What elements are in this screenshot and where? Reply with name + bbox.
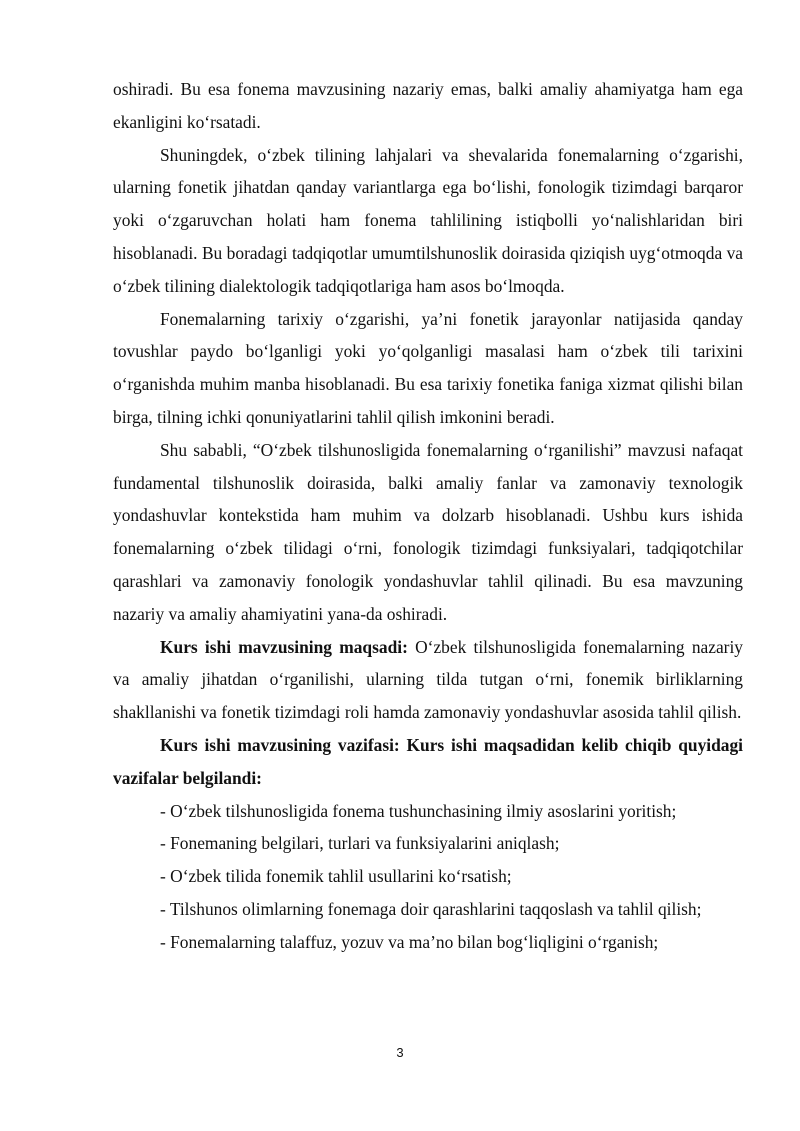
page-number: 3 [396,1045,404,1060]
task-item: - O‘zbek tilshunosligida fonema tushunchasining ilmiy asoslarini yoritish; [160,800,677,821]
task-item: - Tilshunos olimlarning fonemaga doir qarashlarini taqqoslash va tahlil qilish; [160,898,702,919]
paragraph-continuation: oshiradi. Bu esa fonema mavzusining nazariy emas, balki amaliy ahamiyatga ham ega ekanligini ko‘rsatadi. [113,79,743,132]
paragraph-dialects: Shuningdek, o‘zbek tilining lahjalari va shevalarida fonemalarning o‘zgarishi, ularning fonetik jihatdan qanday variantlarga ega bo‘lishi, fonologik tizimdagi barqaror yoki o‘zgaruvchan holati ham fonema tahlilining istiqbolli yo‘nalishlaridan biri hisoblanadi. Bu boradagi tadqiqotlar umumtilshunoslik doirasida qiziqish uyg‘otmoqda va o‘zbek tilining dialektologik tadqiqotlariga ham asos bo‘lmoqda. [113,144,743,296]
page-body [113,73,743,959]
task-item: - Fonemaning belgilari, turlari va funksiyalarini aniqlash; [160,833,560,854]
goal-text: O‘zbek tilshunosligida fonemalarning nazariy va amaliy jihatdan o‘rganilishi, ularning tilda tutgan o‘rni, fonemik birliklarning shakllanishi va fonetik tizimdagi roli hamda zamonaviy yondashuvlar asosida tahlil qilish. [113,636,743,723]
goal-label: Kurs ishi mavzusining maqsadi: [160,636,408,657]
task-item: - Fonemalarning talaffuz, yozuv va ma’no bilan bog‘liqligini o‘rganish; [160,931,659,952]
paragraph-goal [113,631,743,729]
paragraph-historical-changes: Fonemalarning tarixiy o‘zgarishi, ya’ni fonetik jarayonlar natijasida qanday tovushlar paydo bo‘lganligi yoki yo‘qolganligi masalasi ham o‘zbek tili tarixini o‘rganishda muhim manba hisoblanadi. Bu esa tarixiy fonetika faniga xizmat qilishi bilan birga, tilning ichki qonuniyatlarini tahlil qilish imkonini beradi. [113,308,743,427]
paragraph-relevance: Shu sababli, “O‘zbek tilshunosligida fonemalarning o‘rganilishi” mavzusi nafaqat fundamental tilshunoslik doirasida, balki amaliy fanlar va zamonaviy texnologik yondashuvlar kontekstida ham muhim va dolzarb hisoblanadi. Ushbu kurs ishida fonemalarning o‘zbek tilidagi o‘rni, fonologik tizimdagi funksiyalari, tadqiqotchilar qarashlari va zamonaviy fonologik yondashuvlar tahlil qilinadi. Bu esa mavzuning nazariy va amaliy ahamiyatini yana-da oshiradi. [113,439,743,624]
task-item: - O‘zbek tilida fonemik tahlil usullarini ko‘rsatish; [160,866,512,887]
tasks-heading: Kurs ishi mavzusining vazifasi: Kurs ishi maqsadidan kelib chiqib quyidagi vazifalar belgilandi: [113,734,743,788]
